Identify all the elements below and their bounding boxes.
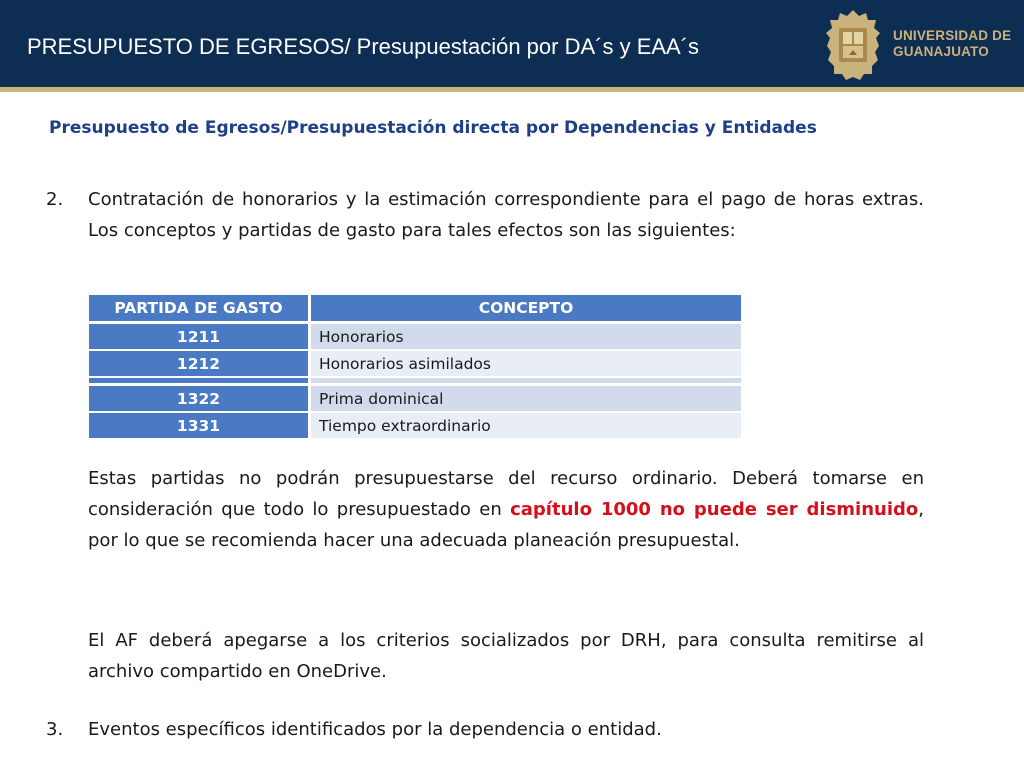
- table-cell-concepto: Honorarios asimilados: [311, 351, 741, 376]
- table-header-row: [89, 295, 741, 321]
- table-row: [89, 386, 741, 411]
- note-text-before: Estas partidas no podrán presupuestarse del recurso ordinario. Deberá tomarse en consideración que todo lo presupuestado en: [88, 468, 924, 520]
- table-row: [89, 413, 741, 438]
- note-paragraph-1: [88, 463, 924, 556]
- table-header-partida: PARTIDA DE GASTO: [89, 295, 308, 321]
- university-logo-text: [893, 28, 1018, 60]
- list-item-number: 3.: [46, 719, 64, 740]
- table-cell-concepto: Prima dominical: [311, 386, 741, 411]
- slide-title: PRESUPUESTO DE EGRESOS/ Presupuestación por DA´s y EAA´s: [27, 34, 700, 59]
- table-cell-partida: 1322: [89, 386, 308, 411]
- university-shield-icon: [822, 8, 884, 82]
- table-row: [89, 324, 741, 349]
- list-item-text: Eventos específicos identificados por la dependencia o entidad.: [88, 719, 662, 740]
- slide-header: [0, 0, 1024, 87]
- table-header-concepto: CONCEPTO: [311, 295, 741, 321]
- note-highlight: capítulo 1000 no puede ser disminuido: [510, 499, 919, 520]
- note-paragraph-2: El AF deberá apegarse a los criterios socializados por DRH, para consulta remitirse al archivo compartido en OneDrive.: [88, 630, 924, 682]
- list-item-text: Contratación de honorarios y la estimación correspondiente para el pago de horas extras. Los conceptos y partidas de gasto para tales efectos son las siguientes:: [88, 189, 924, 241]
- table-cell-concepto: Tiempo extraordinario: [311, 413, 741, 438]
- logo-line-1: UNIVERSIDAD DE: [893, 28, 1012, 43]
- table-cell-concepto: Honorarios: [311, 324, 741, 349]
- table-cell-concepto: [311, 378, 741, 383]
- table-cell-partida: [89, 378, 308, 383]
- logo-line-2: GUANAJUATO: [893, 44, 990, 59]
- header-gold-rule: [0, 87, 1024, 92]
- section-subtitle: Presupuesto de Egresos/Presupuestación directa por Dependencias y Entidades: [49, 118, 817, 138]
- table-row-collapsed: [89, 378, 741, 383]
- table-cell-partida: 1331: [89, 413, 308, 438]
- list-item-number: 2.: [46, 189, 64, 210]
- note-text-after: , por lo que se recomienda hacer una adecuada planeación presupuestal.: [88, 499, 924, 551]
- table-row: [89, 351, 741, 376]
- table-cell-partida: 1211: [89, 324, 308, 349]
- table-cell-partida: 1212: [89, 351, 308, 376]
